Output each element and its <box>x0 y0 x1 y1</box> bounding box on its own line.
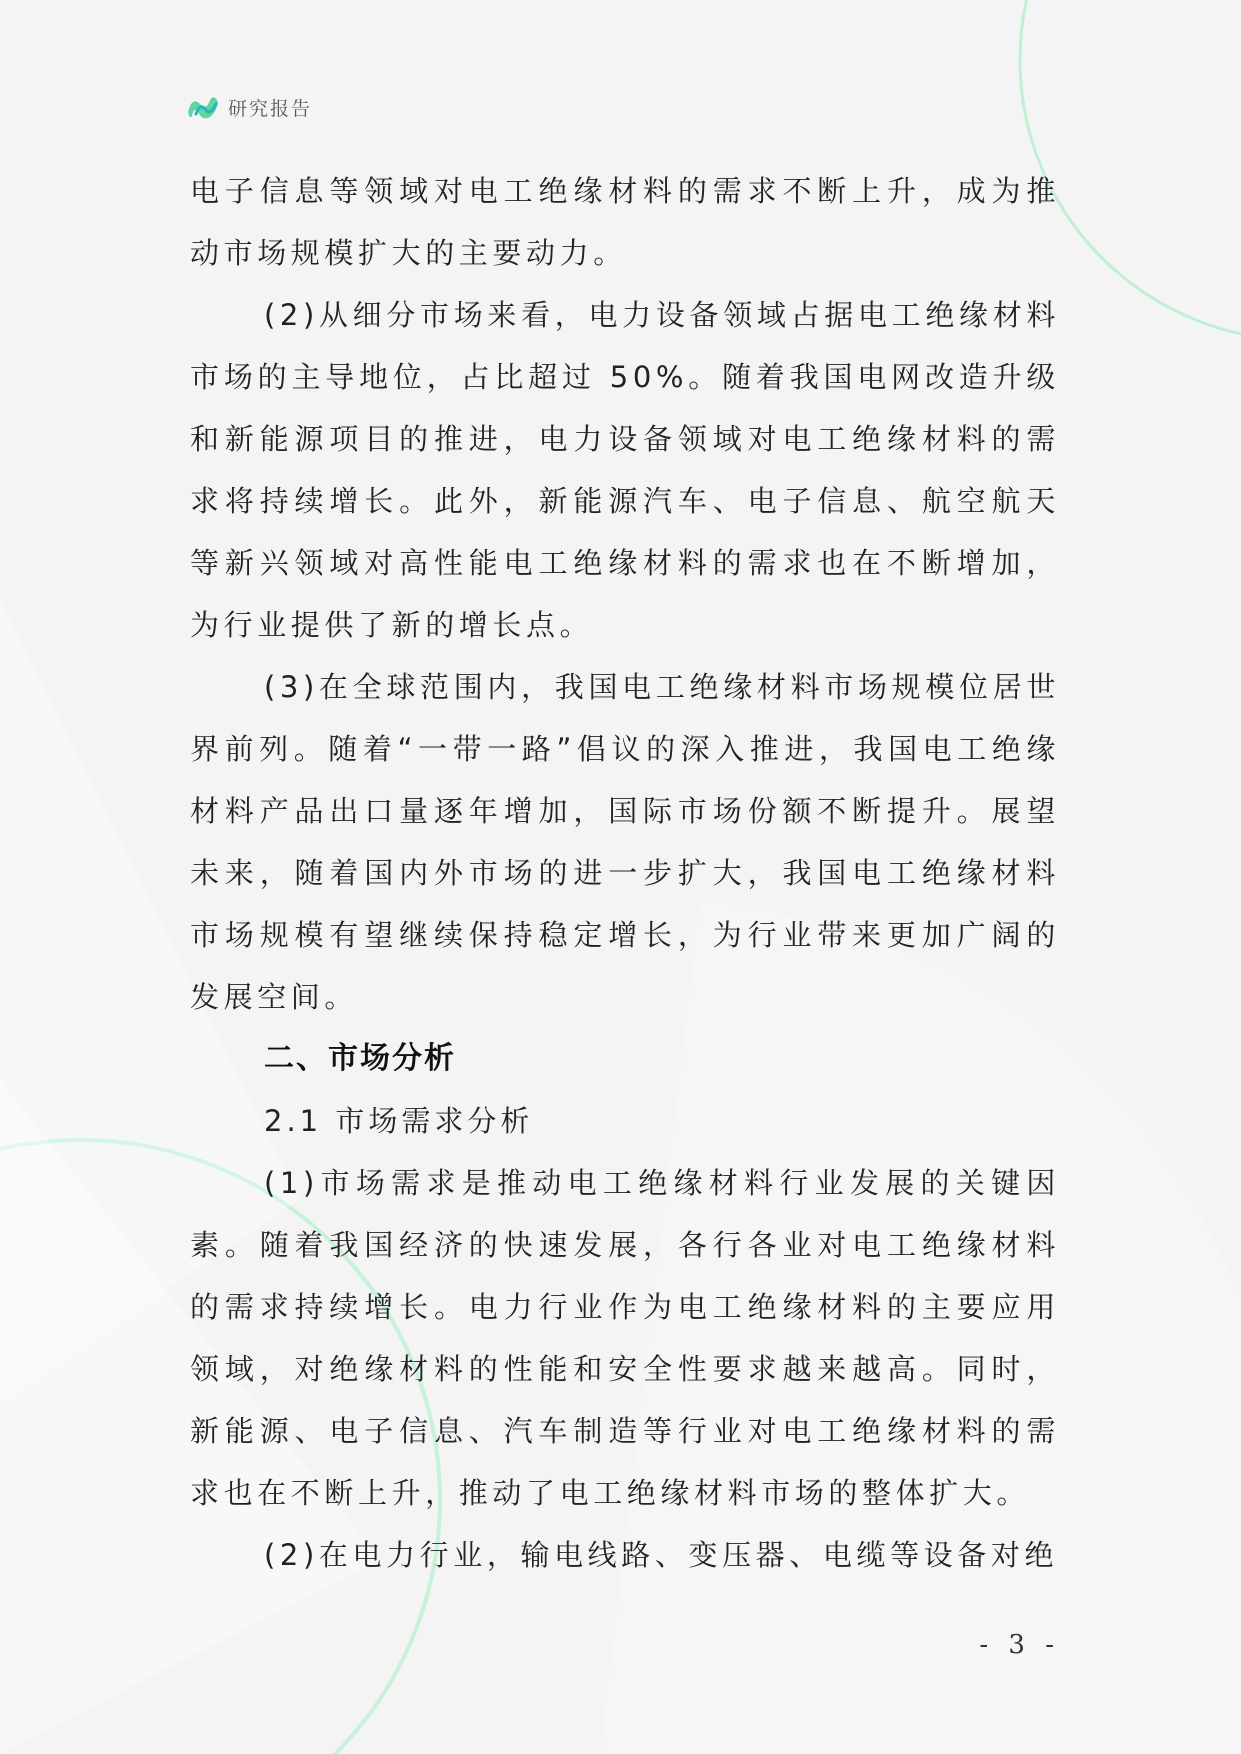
brand-logo-icon <box>186 92 220 122</box>
subsection-heading: 2.1 市场需求分析 <box>264 1104 534 1138</box>
body-paragraph: (2)从细分市场来看，电力设备领域占据电工绝缘材料市场的主导地位，占比超过 50%。随着我国电网改造升级和新能源项目的推进，电力设备领域对电工绝缘材料的需求将持续增长。此外，新能源汽车、电子信息、航空航天等新兴领域对高性能电工绝缘材料的需求也在不断增加，为行业提供了新的增长点。 <box>190 298 1060 642</box>
body-paragraph: (1)市场需求是推动电工绝缘材料行业发展的关键因素。随着我国经济的快速发展，各行各业对电工绝缘材料的需求持续增长。电力行业作为电工绝缘材料的主要应用领域，对绝缘材料的性能和安全性要求越来越高。同时，新能源、电子信息、汽车制造等行业对电工绝缘材料的需求也在不断上升，推动了电工绝缘材料市场的整体扩大。 <box>190 1166 1060 1510</box>
header-title: 研究报告 <box>228 97 313 120</box>
body-paragraph: 电子信息等领域对电工绝缘材料的需求不断上升，成为推动市场规模扩大的主要动力。 <box>190 174 1060 270</box>
page-number: - 3 - <box>979 1630 1060 1660</box>
report-header <box>186 90 312 124</box>
body-paragraph: (3)在全球范围内，我国电工绝缘材料市场规模位居世界前列。随着“一带一路”倡议的深入推进，我国电工绝缘材料产品出口量逐年增加，国际市场份额不断提升。展望未来，随着国内外市场的进一步扩大，我国电工绝缘材料市场规模有望继续保持稳定增长，为行业带来更加广阔的发展空间。 <box>190 670 1060 1014</box>
section-heading: 二、市场分析 <box>264 1041 456 1076</box>
body-paragraph: (2)在电力行业，输电线路、变压器、电缆等设备对绝 <box>264 1538 1059 1572</box>
report-body <box>190 160 1060 1586</box>
